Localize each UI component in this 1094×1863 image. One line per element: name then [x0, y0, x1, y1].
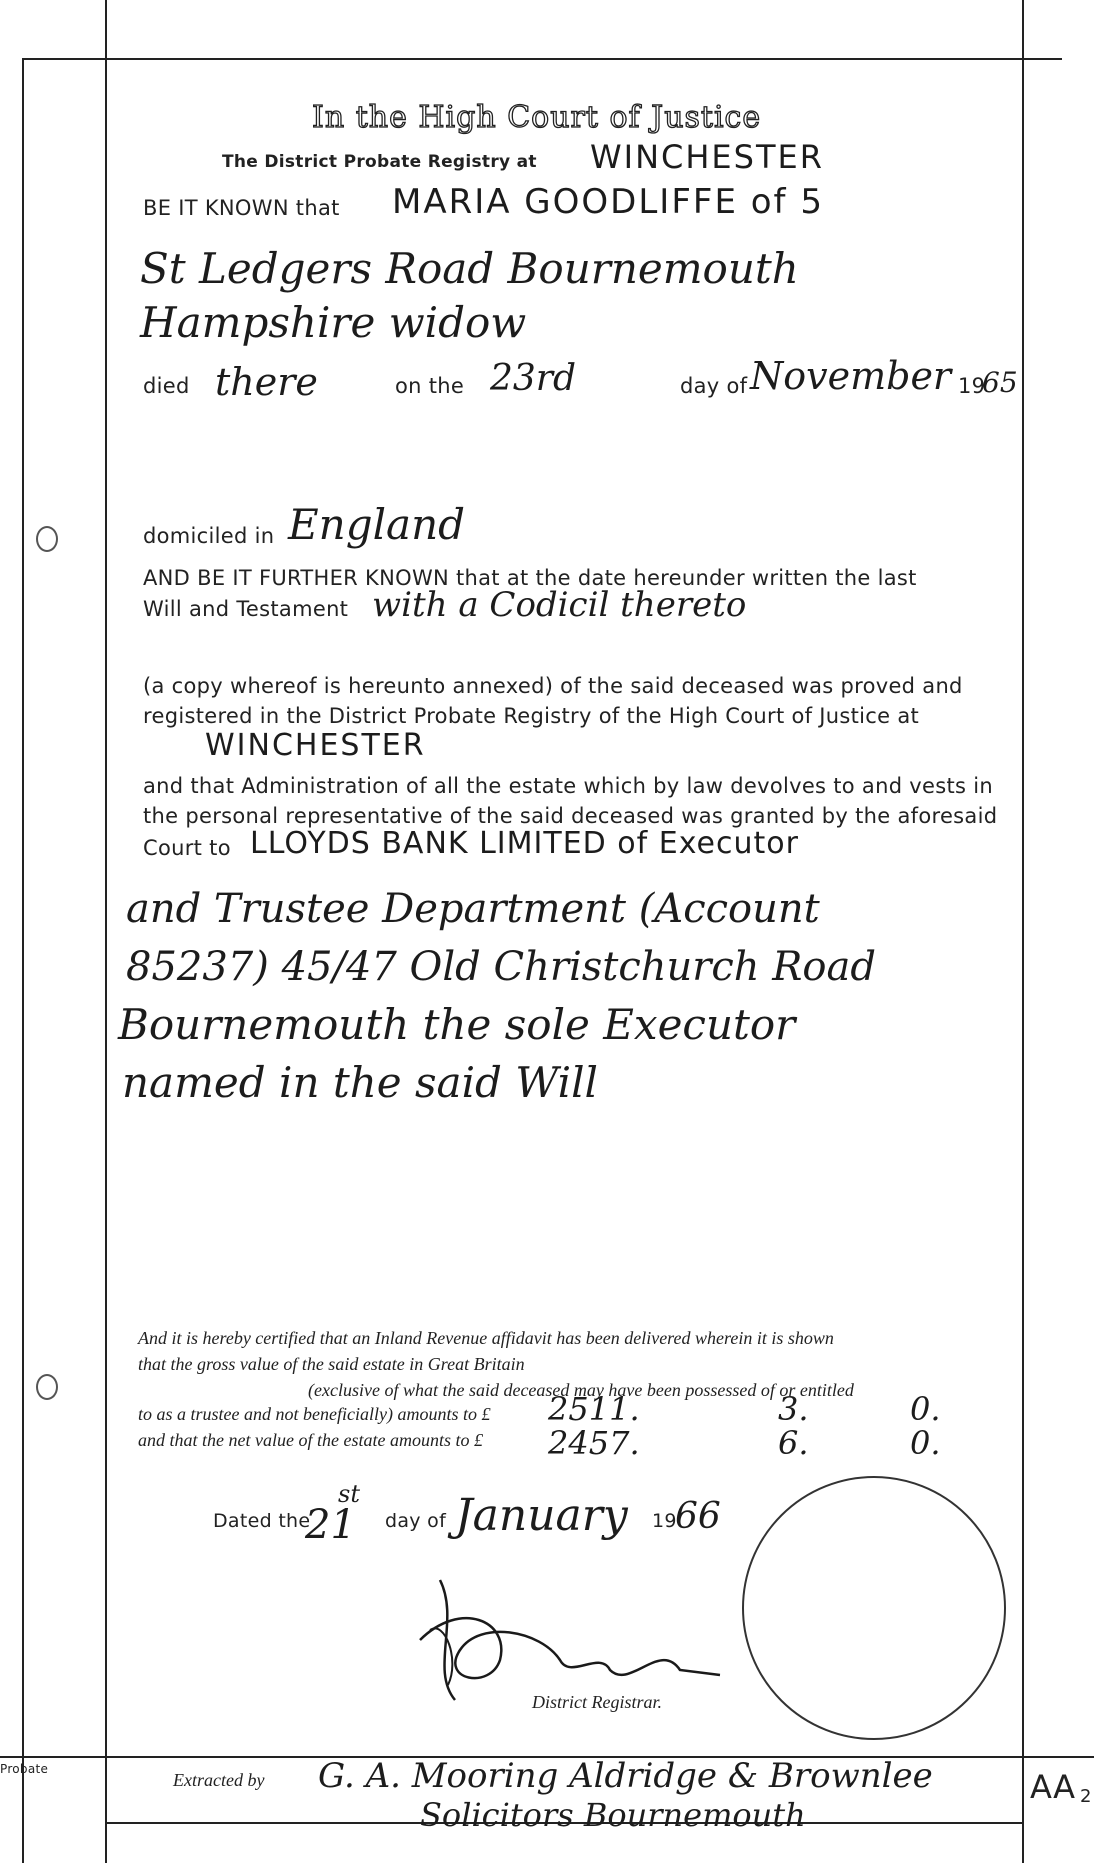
dated-day: 21 [305, 1502, 356, 1548]
registry-place: WINCHESTER [590, 138, 824, 176]
dated-month: January [455, 1490, 628, 1541]
on-the-label: on the [395, 374, 465, 398]
form-code: AA [1030, 1768, 1076, 1806]
gross-value-shillings: 3. [778, 1390, 809, 1428]
net-value-pence: 0. [910, 1424, 941, 1462]
outer-left-line [22, 60, 24, 1863]
gross-value-pence: 0. [910, 1390, 941, 1428]
deceased-line1: MARIA GOODLIFFE of 5 [392, 182, 824, 222]
court-seal-circle [742, 1476, 1006, 1740]
certify-line4: to as a trustee and not beneficially) amounts to £ [138, 1404, 491, 1424]
further-known-text: AND BE IT FURTHER KNOWN that at the date hereunder written the last [143, 566, 917, 590]
deceased-line3: Hampshire widow [140, 298, 527, 347]
domicile: England [288, 500, 466, 549]
punch-hole-top [36, 526, 58, 552]
extractor-line1: G. A. Mooring Aldridge & Brownlee [318, 1756, 933, 1796]
certify-line2: that the gross value of the said estate in Great Britain [138, 1354, 525, 1374]
extracted-label: Extracted by [173, 1770, 265, 1790]
admin-text-line1: and that Administration of all the estate which by law devolves to and vests in [143, 774, 993, 798]
death-day: 23rd [490, 358, 577, 399]
died-place: there [215, 360, 318, 404]
grantee-line1: LLOYDS BANK LIMITED of Executor [250, 826, 799, 861]
proved-place: WINCHESTER [205, 728, 426, 763]
left-border-line [105, 0, 107, 1863]
certify-line5: and that the net value of the estate amounts to £ [138, 1430, 483, 1450]
court-title: In the High Court of Justice [312, 100, 762, 135]
grantee-line4: Bournemouth the sole Executor [118, 1000, 796, 1049]
dated-day-suffix: st [338, 1480, 360, 1508]
court-to-label: Court to [143, 836, 231, 860]
died-label: died [143, 374, 190, 398]
punch-hole-bottom [36, 1374, 58, 1400]
admin-text-line2: the personal representative of the said deceased was granted by the aforesaid [143, 804, 998, 828]
grantee-line5: named in the said Will [122, 1058, 598, 1107]
death-year-prefix: 19 [958, 374, 986, 398]
copy-text-line1: (a copy whereof is hereunto annexed) of the said deceased was proved and [143, 674, 963, 698]
registrar-label: District Registrar. [532, 1692, 663, 1712]
extractor-line2: Solicitors Bournemouth [420, 1796, 806, 1834]
registry-label: The District Probate Registry at [222, 152, 537, 172]
will-addition: with a Codicil thereto [372, 585, 747, 625]
right-border-line [1022, 0, 1024, 1863]
dated-year-suffix: 66 [675, 1496, 721, 1537]
domiciled-label: domiciled in [143, 524, 275, 548]
death-year-suffix: 65 [982, 366, 1018, 399]
margin-label: Probate [0, 1762, 49, 1776]
net-value-shillings: 6. [778, 1424, 809, 1462]
certify-line3: (exclusive of what the said deceased may have been possessed of or entitled [308, 1380, 854, 1400]
dated-day-of: day of [385, 1510, 447, 1532]
certify-line1: And it is hereby certified that an Inland Revenue affidavit has been delivered wherein it is shown [138, 1328, 834, 1348]
grantee-line3: 85237) 45/47 Old Christchurch Road [126, 944, 876, 990]
copy-text-line2: registered in the District Probate Registry of the High Court of Justice at [143, 704, 920, 728]
death-month: November [750, 354, 952, 398]
be-it-known-label: BE IT KNOWN that [143, 196, 340, 220]
top-border-line [22, 58, 1062, 60]
deceased-line2: St Ledgers Road Bournemouth [140, 244, 799, 293]
day-of-label: day of [680, 374, 748, 398]
dated-year-prefix: 19 [652, 1510, 677, 1532]
form-code-suffix: 2 [1080, 1786, 1092, 1807]
will-label: Will and Testament [143, 597, 349, 621]
net-value-pounds: 2457. [548, 1424, 640, 1462]
dated-label: Dated the [213, 1510, 311, 1532]
grantee-line2: and Trustee Department (Account [126, 886, 820, 932]
registrar-signature [400, 1560, 740, 1710]
gross-value-pounds: 2511. [548, 1390, 640, 1428]
